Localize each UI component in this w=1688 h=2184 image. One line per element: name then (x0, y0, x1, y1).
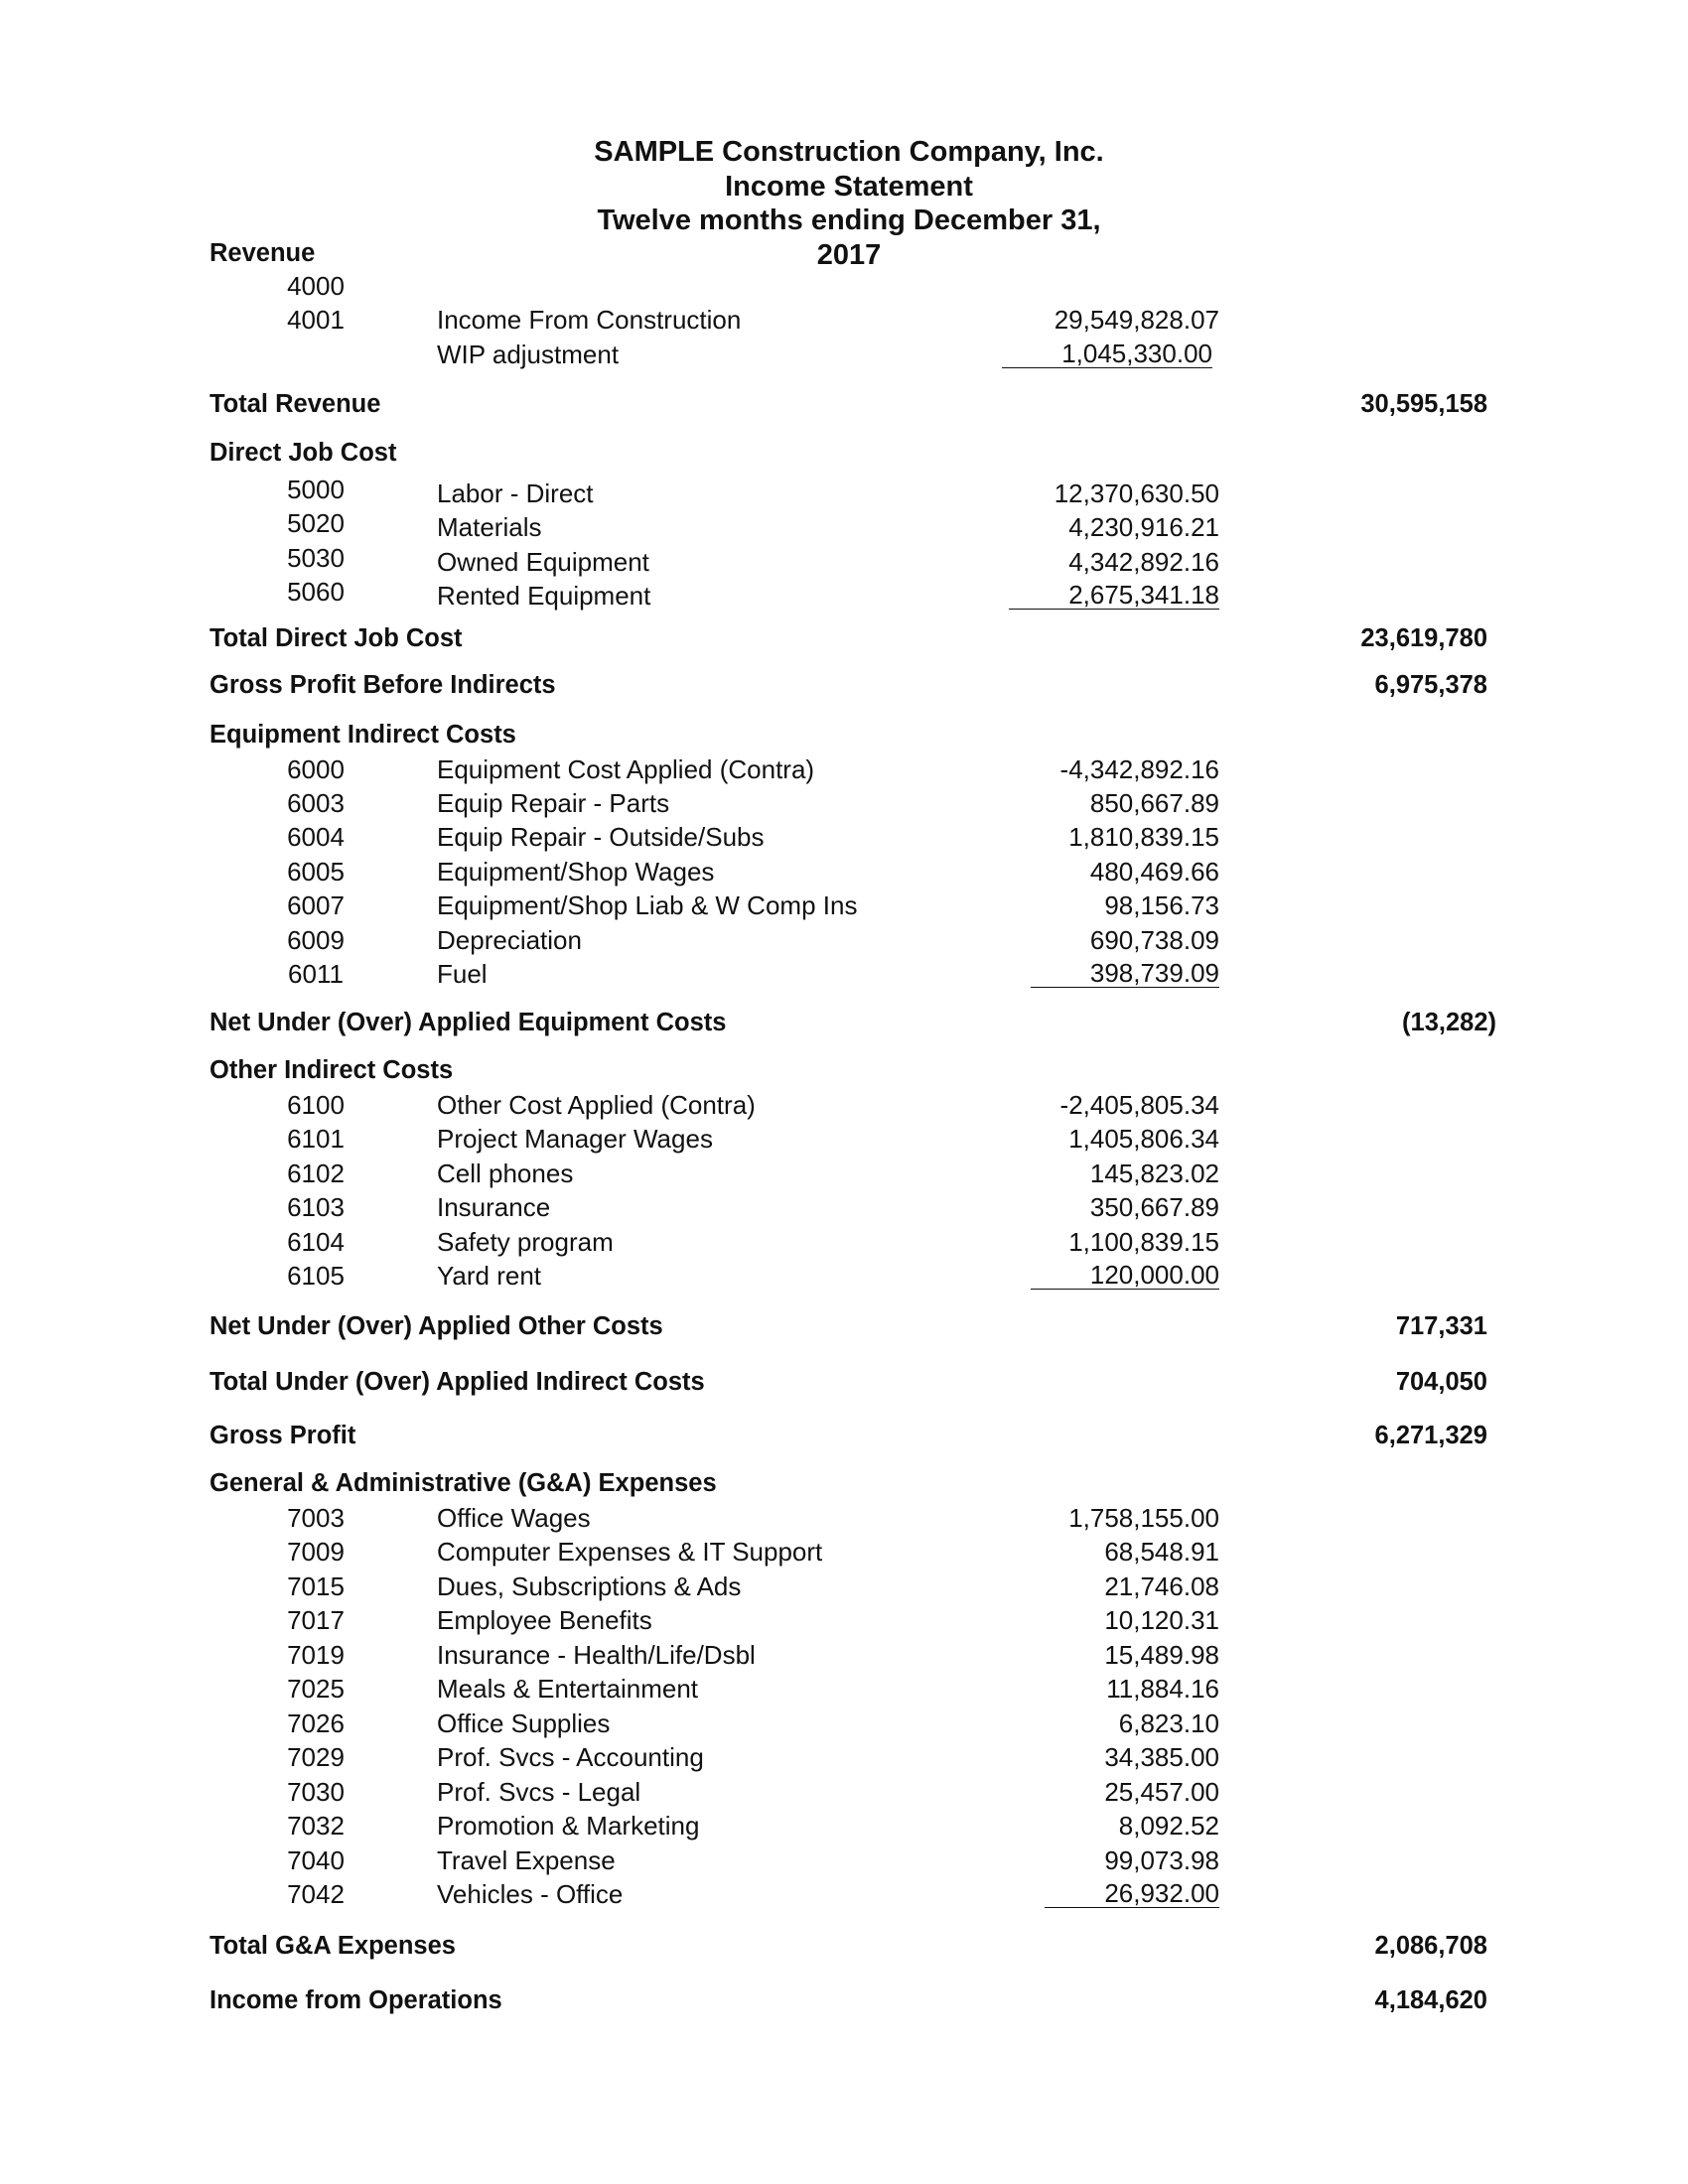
account-number: 7025 (287, 1674, 345, 1704)
account-amount: 1,810,839.15 (1068, 822, 1219, 852)
account-description: Owned Equipment (437, 547, 649, 577)
statement-name: Income Statement (725, 170, 973, 203)
account-description: Dues, Subscriptions & Ads (437, 1571, 742, 1601)
account-number: 6103 (287, 1192, 345, 1222)
account-amount: 68,548.91 (1104, 1537, 1219, 1567)
account-description: Vehicles - Office (437, 1879, 624, 1909)
account-description: Equipment/Shop Wages (437, 857, 715, 887)
account-amount: 4,230,916.21 (1068, 512, 1219, 542)
account-description: Depreciation (437, 925, 582, 955)
account-number: 5000 (287, 475, 345, 504)
account-amount: 145,823.02 (1089, 1159, 1219, 1188)
account-description: Office Supplies (437, 1708, 611, 1738)
account-amount: -2,405,805.34 (1059, 1090, 1219, 1120)
income-from-operations-value: 4,184,620 (1374, 1986, 1487, 2014)
account-amount: 690,738.09 (1089, 925, 1219, 955)
account-description: Project Manager Wages (437, 1124, 713, 1154)
total-applied-indirect-label: Total Under (Over) Applied Indirect Costs (210, 1368, 705, 1396)
account-number: 6105 (287, 1261, 345, 1291)
total-ga-label: Total G&A Expenses (210, 1932, 456, 1960)
account-amount: 850,667.89 (1089, 788, 1219, 818)
account-amount: 12,370,630.50 (1054, 478, 1219, 508)
account-number: 7029 (287, 1742, 345, 1772)
section-label-other-indirect: Other Indirect Costs (210, 1056, 454, 1084)
account-description: WIP adjustment (437, 340, 620, 369)
period-line-2: 2017 (816, 238, 882, 271)
account-amount: 21,746.08 (1104, 1571, 1219, 1601)
account-number: 4001 (287, 305, 345, 335)
account-number: 6004 (287, 822, 345, 852)
account-description: Computer Expenses & IT Support (437, 1537, 823, 1567)
account-description: Yard rent (437, 1261, 542, 1291)
total-revenue-value: 30,595,158 (1360, 390, 1487, 418)
account-description: Other Cost Applied (Contra) (437, 1090, 756, 1120)
account-number: 6101 (287, 1124, 345, 1154)
gross-profit-value: 6,271,329 (1374, 1422, 1487, 1449)
period-line-1: Twelve months ending December 31, (597, 205, 1101, 236)
account-number: 6000 (287, 754, 345, 784)
account-amount: 29,549,828.07 (1054, 305, 1219, 335)
account-amount: 11,884.16 (1106, 1674, 1219, 1704)
account-amount: 1,100,839.15 (1068, 1227, 1219, 1257)
account-amount: 99,073.98 (1104, 1845, 1219, 1875)
account-description: Employee Benefits (437, 1605, 652, 1635)
section-label-ga-expenses: General & Administrative (G&A) Expenses (210, 1469, 717, 1497)
account-description: Travel Expense (437, 1845, 616, 1875)
account-description: Cell phones (437, 1159, 574, 1188)
account-amount: 34,385.00 (1104, 1742, 1219, 1772)
account-number: 6005 (287, 857, 345, 887)
account-amount: 398,739.09 (1031, 959, 1219, 988)
account-description: Rented Equipment (437, 581, 651, 611)
account-amount: -4,342,892.16 (1059, 754, 1219, 784)
account-description: Equipment Cost Applied (Contra) (437, 754, 815, 784)
net-applied-other-label: Net Under (Over) Applied Other Costs (210, 1312, 663, 1340)
section-label-revenue: Revenue (210, 239, 316, 267)
account-amount: 4,342,892.16 (1068, 547, 1219, 577)
account-description: Equipment/Shop Liab & W Comp Ins (437, 890, 858, 920)
account-description: Income From Construction (437, 305, 742, 335)
account-description: Equip Repair - Parts (437, 788, 670, 818)
account-number: 7015 (287, 1571, 345, 1601)
total-applied-indirect-value: 704,050 (1395, 1368, 1487, 1396)
total-ga-value: 2,086,708 (1374, 1932, 1487, 1960)
account-number: 7040 (287, 1845, 345, 1875)
account-number: 5030 (287, 543, 345, 573)
account-number: 7026 (287, 1708, 345, 1738)
account-description: Equip Repair - Outside/Subs (437, 822, 765, 852)
account-amount: 1,405,806.34 (1068, 1124, 1219, 1154)
total-direct-job-cost-label: Total Direct Job Cost (210, 624, 463, 652)
account-number: 7003 (287, 1503, 345, 1533)
account-number: 6100 (287, 1090, 345, 1120)
account-description: Prof. Svcs - Accounting (437, 1742, 704, 1772)
account-number: 5020 (287, 508, 345, 538)
statement-title-block (556, 135, 1142, 272)
income-from-operations-label: Income from Operations (210, 1986, 502, 2014)
account-amount: 1,045,330.00 (1002, 340, 1212, 368)
net-applied-equipment-value: (13,282) (1402, 1009, 1496, 1036)
account-number: 6003 (287, 788, 345, 818)
gross-profit-before-indirects-label: Gross Profit Before Indirects (210, 671, 556, 699)
account-amount: 480,469.66 (1089, 857, 1219, 887)
account-number: 7030 (287, 1777, 345, 1807)
account-number: 6011 (288, 959, 344, 989)
account-amount: 26,932.00 (1045, 1879, 1219, 1908)
account-description: Fuel (437, 959, 488, 989)
account-number: 7032 (287, 1811, 345, 1841)
gross-profit-before-indirects-value: 6,975,378 (1374, 671, 1487, 699)
account-number: 6007 (287, 890, 345, 920)
account-description: Promotion & Marketing (437, 1811, 700, 1841)
account-amount: 2,675,341.18 (1009, 581, 1219, 610)
account-amount: 98,156.73 (1104, 890, 1219, 920)
account-amount: 10,120.31 (1104, 1605, 1219, 1635)
account-number: 6104 (287, 1227, 345, 1257)
account-description: Materials (437, 512, 542, 542)
account-number: 7009 (287, 1537, 345, 1567)
account-number: 7019 (287, 1640, 345, 1670)
net-applied-other-value: 717,331 (1395, 1312, 1487, 1340)
account-description: Insurance - Health/Life/Dsbl (437, 1640, 756, 1670)
account-amount: 15,489.98 (1104, 1640, 1219, 1670)
total-revenue-label: Total Revenue (210, 390, 381, 418)
account-description: Safety program (437, 1227, 614, 1257)
account-number: 7042 (287, 1879, 345, 1909)
account-amount: 350,667.89 (1089, 1192, 1219, 1222)
account-number: 7017 (287, 1605, 345, 1635)
account-amount: 8,092.52 (1118, 1811, 1219, 1841)
gross-profit-label: Gross Profit (210, 1422, 356, 1449)
account-description: Office Wages (437, 1503, 591, 1533)
account-description: Labor - Direct (437, 478, 594, 508)
section-label-direct-job-cost: Direct Job Cost (210, 439, 397, 467)
account-description: Prof. Svcs - Legal (437, 1777, 641, 1807)
account-amount: 1,758,155.00 (1068, 1503, 1219, 1533)
net-applied-equipment-label: Net Under (Over) Applied Equipment Costs (210, 1009, 727, 1036)
account-amount: 120,000.00 (1031, 1261, 1219, 1290)
section-label-equipment-indirect: Equipment Indirect Costs (210, 721, 516, 749)
account-number: 6009 (287, 925, 345, 955)
account-number: 5060 (287, 577, 345, 607)
account-amount: 6,823.10 (1118, 1708, 1219, 1738)
account-number: 6102 (287, 1159, 345, 1188)
total-direct-job-cost-value: 23,619,780 (1360, 624, 1487, 652)
account-description: Insurance (437, 1192, 551, 1222)
company-name: SAMPLE Construction Company, Inc. (594, 136, 1104, 168)
account-number: 4000 (287, 271, 345, 301)
account-description: Meals & Entertainment (437, 1674, 699, 1704)
account-amount: 25,457.00 (1104, 1777, 1219, 1807)
